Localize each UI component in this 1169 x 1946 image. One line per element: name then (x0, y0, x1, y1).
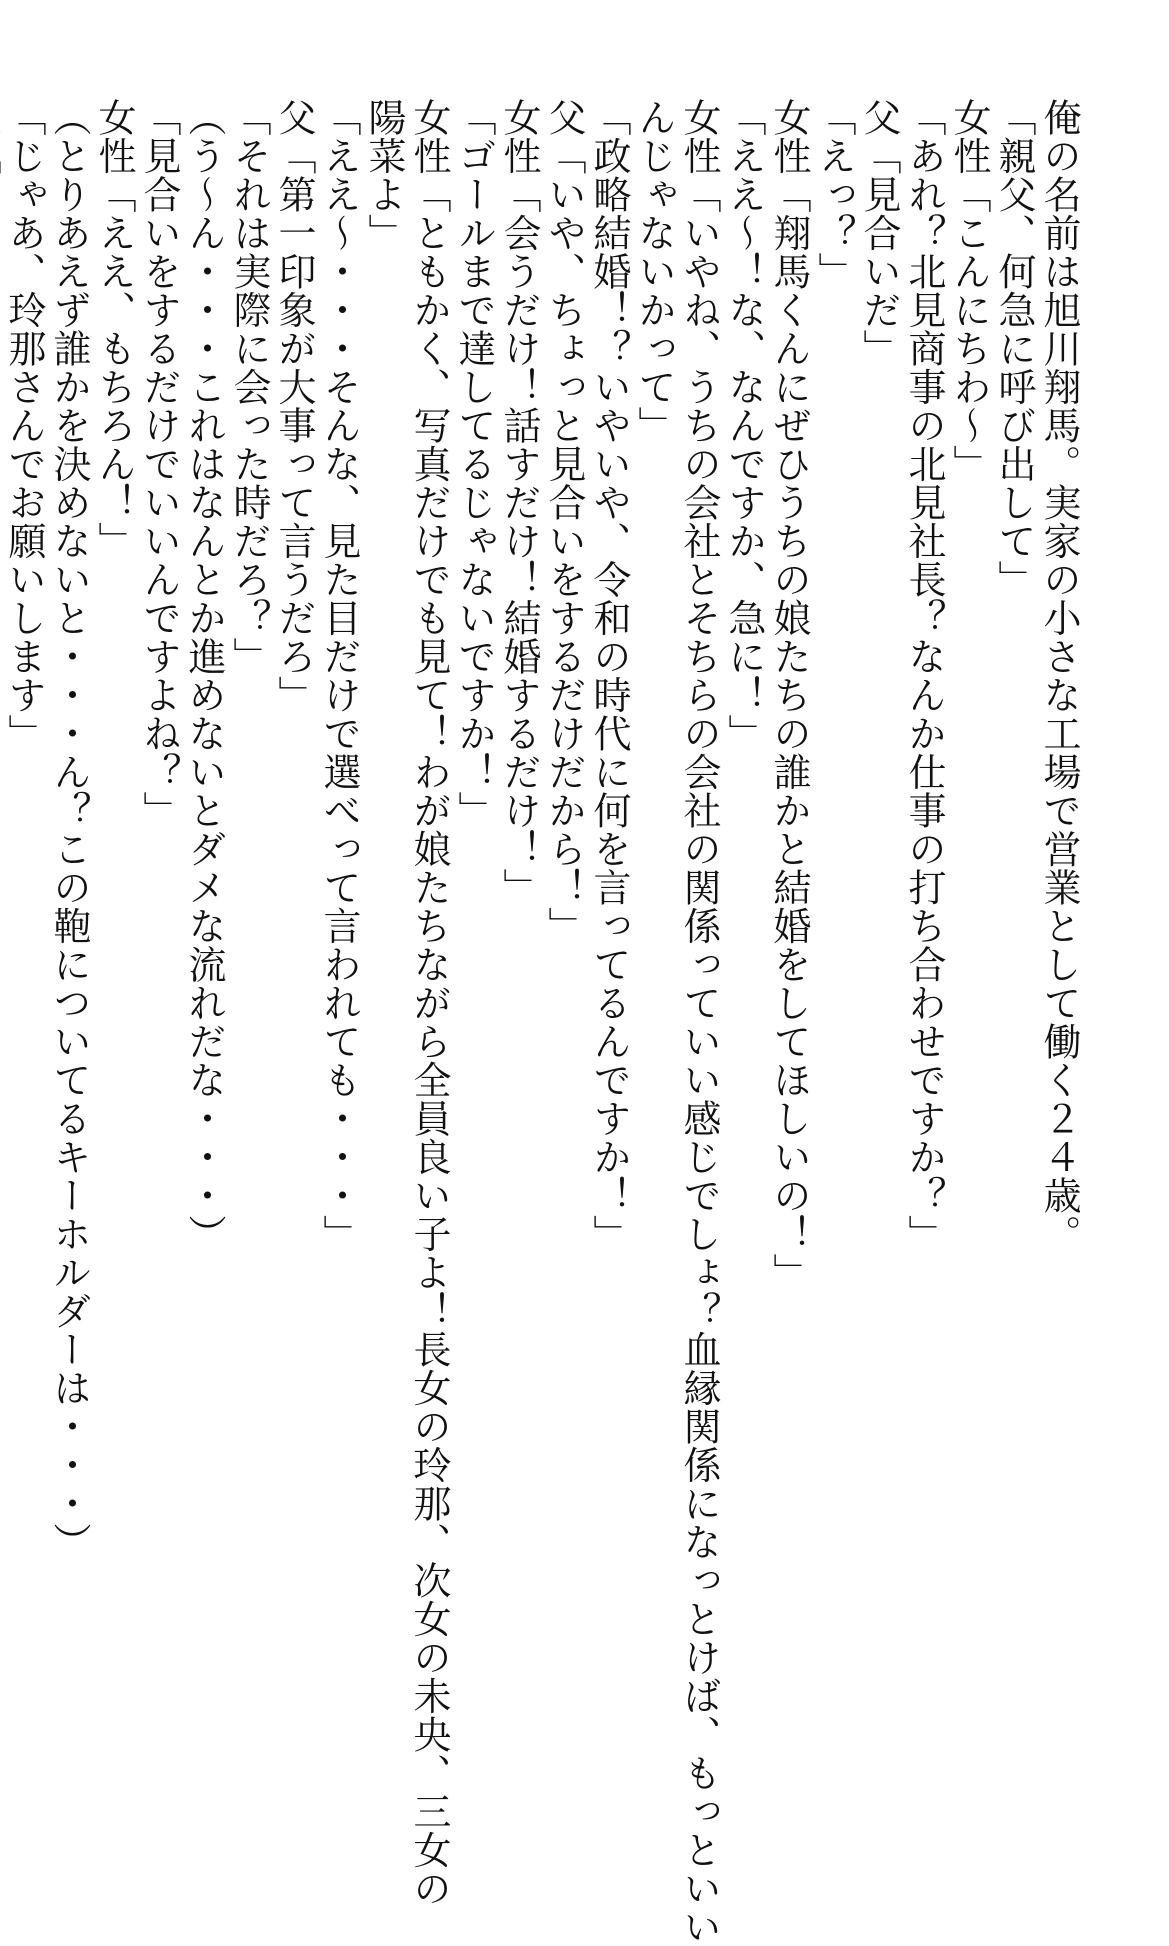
vertical-text-body (0, 98, 1081, 1946)
text-line: 「ええ～・・・そんな、見た目だけで選べって言われても・・・」 (317, 98, 361, 1253)
text-line: 女性「ええ、もちろん！」 (92, 98, 136, 560)
text-line: 「それは実際に会った時だろ？」 (227, 98, 271, 676)
text-line: 女性「翔馬くんにぜひうちの娘たちの誰かと結婚をしてほしいの！」 (767, 98, 811, 1292)
text-line: 陽菜よ」 (362, 98, 406, 252)
text-line: 父「第一印象が大事って言うだろ」 (272, 98, 316, 714)
text-line: 「ゴールまで達してるじゃないですか！」 (452, 98, 496, 830)
text-line: 女性「ともかく、写真だけでも見て！わが娘たちながら全員良い子よ！長女の玲那、次女の未央、三女の (407, 98, 451, 1908)
text-line: んじゃないかって」 (632, 98, 676, 445)
text-line: 「じゃあ、玲那さんでお願いします」 (2, 98, 46, 753)
text-line: 父「いや、ちょっと見合いをするだけだから！」 (542, 98, 586, 945)
text-line: 「あれ？北見商事の北見社長？なんか仕事の打ち合わせですか？」 (902, 98, 946, 1253)
text-line: 「親父、何急に呼び出して」 (992, 98, 1036, 599)
text-line: 「えっ？」 (812, 98, 856, 291)
text-line: 父「見合いだ」 (857, 98, 901, 368)
text-line: （とりあえず誰かを決めないと・・・ん？この鞄についてるキーホルダーは・・・） (47, 98, 91, 1561)
text-line: 女性「こんにちわ～」 (947, 98, 991, 483)
text-line: 女性「会うだけ！話すだけ！結婚するだけ！」 (497, 98, 541, 907)
text-line: （う～ん・・・これはなんとか進めないとダメな流れだな・・・） (182, 98, 226, 1253)
text-line: 「政略結婚！？いやいや、令和の時代に何を言ってるんですか！」 (587, 98, 631, 1253)
text-line (0, 98, 1, 1658)
text-line: 「見合いをするだけでいいんですよね？」 (137, 98, 181, 830)
text-line: 「ええ～！な、なんですか、急に！」 (722, 98, 766, 753)
text-line: 俺の名前は旭川翔馬。実家の小さな工場で営業として働く２４歳。 (1037, 98, 1081, 1253)
text-line: 女性「いやね、うちの会社とそちらの会社の関係っていい感じでしょ？血縁関係になっとけば、もっといい (677, 98, 721, 1946)
